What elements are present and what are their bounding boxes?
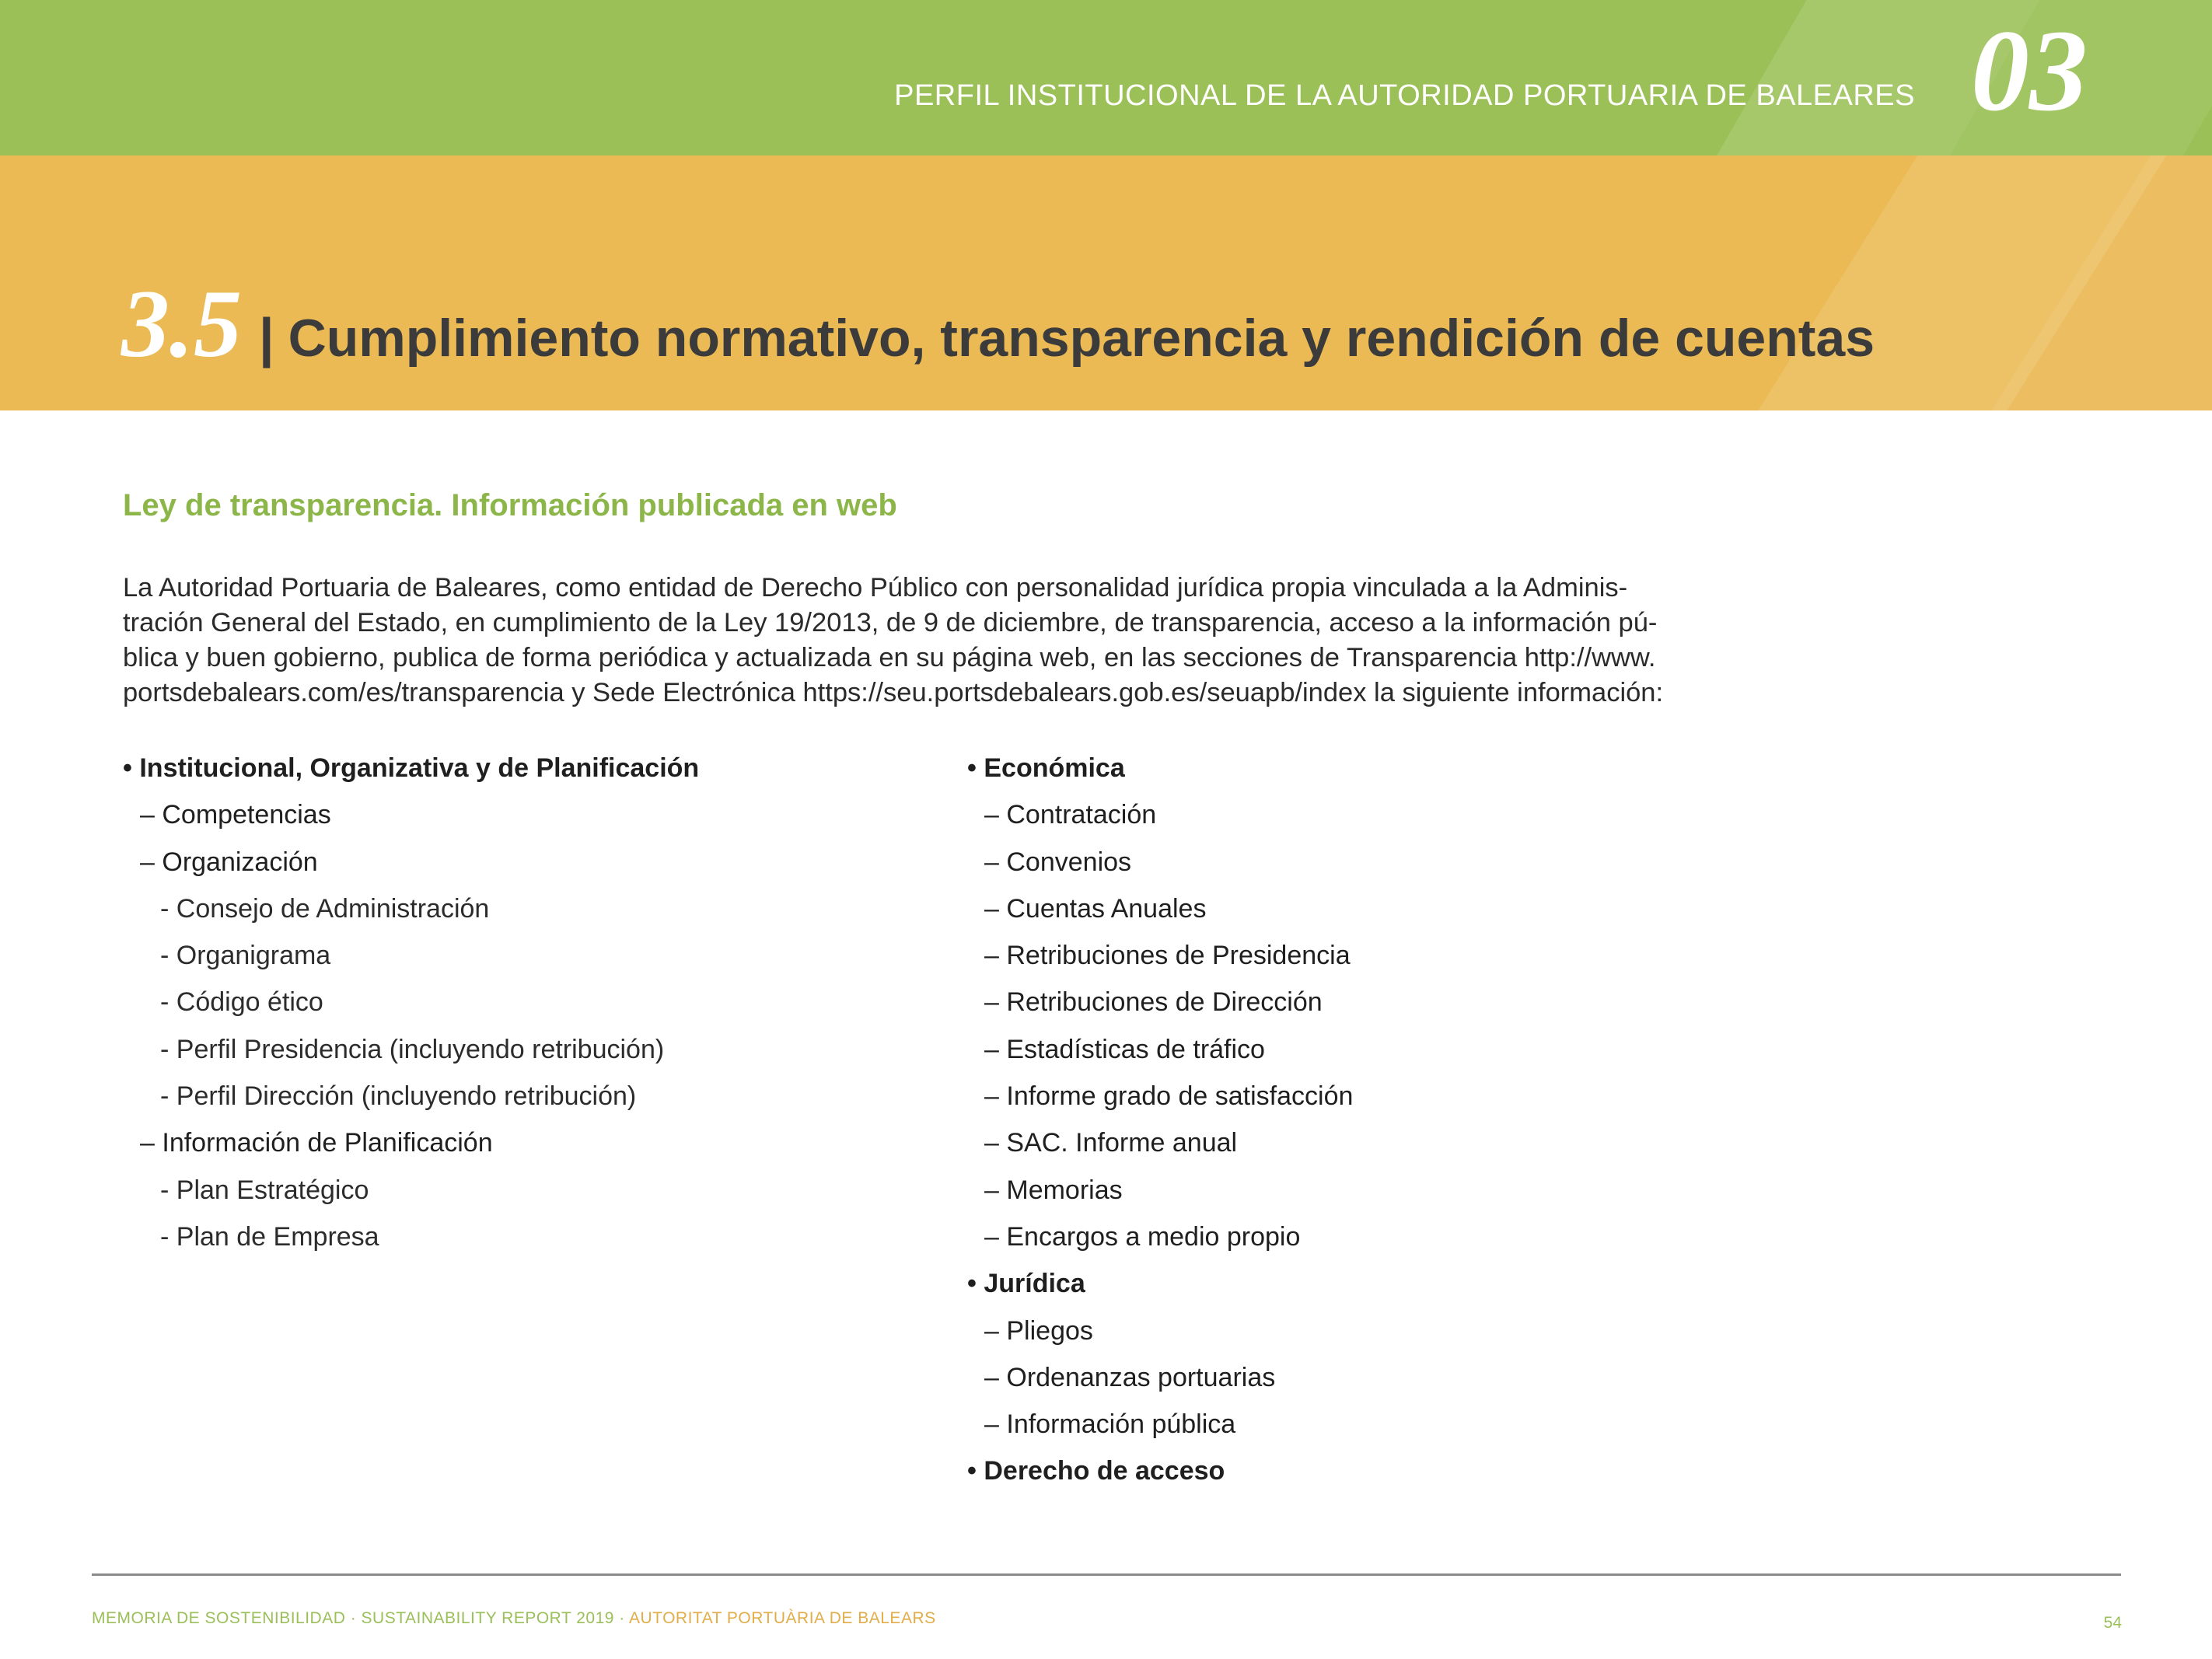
intro-line: blica y buen gobierno, publica de forma periódica y actualizada en su página web, en las secciones de Transparencia http://www. xyxy=(123,643,1656,672)
hyphen-marker: - xyxy=(160,1175,169,1205)
dash-marker: – xyxy=(984,1034,999,1064)
list-item-text: Institucional, Organizativa y de Planificación xyxy=(139,753,700,783)
list-item xyxy=(123,1173,939,1220)
list-item xyxy=(123,1079,939,1126)
section-title xyxy=(121,271,1875,377)
list-item xyxy=(123,1126,939,1172)
dash-marker: – xyxy=(984,1128,999,1158)
footer-text xyxy=(92,1609,936,1628)
list-item xyxy=(967,751,1784,798)
list-item xyxy=(967,845,1784,892)
list-item xyxy=(123,985,939,1032)
subheading: Ley de transparencia. Información publicada en web xyxy=(123,488,897,522)
dash-marker: – xyxy=(984,1315,999,1346)
list-item-text: Perfil Presidencia (incluyendo retribución) xyxy=(176,1034,665,1064)
list-item xyxy=(967,798,1784,844)
hyphen-marker: - xyxy=(160,1034,169,1064)
list-item-text: Código ético xyxy=(176,987,323,1018)
list-item-text: SAC. Informe anual xyxy=(1006,1128,1238,1158)
list-item-text: Pliegos xyxy=(1006,1315,1093,1346)
list-item-text: Memorias xyxy=(1006,1175,1123,1205)
dash-marker: – xyxy=(984,941,999,971)
dash-marker: – xyxy=(984,800,999,830)
hyphen-marker: - xyxy=(160,941,169,971)
dash-marker: – xyxy=(984,1409,999,1440)
list-item-text: Retribuciones de Dirección xyxy=(1006,987,1323,1018)
section-heading: Cumplimiento normativo, transparencia y rendición de cuentas xyxy=(288,309,1875,368)
hyphen-marker: - xyxy=(160,893,169,924)
list-item-text: Cuentas Anuales xyxy=(1006,893,1207,924)
list-item-text: Ordenanzas portuarias xyxy=(1006,1362,1276,1392)
chapter-number: 03 xyxy=(1971,6,2088,135)
list-item-text: Informe grado de satisfacción xyxy=(1006,1081,1354,1112)
dash-marker: – xyxy=(140,1128,155,1158)
list-item-text: Estadísticas de tráfico xyxy=(1006,1034,1265,1064)
dash-marker: – xyxy=(140,847,155,877)
list-item xyxy=(123,1032,939,1079)
list-item-text: Retribuciones de Presidencia xyxy=(1006,941,1351,971)
section-number: 3.5 xyxy=(121,271,242,377)
intro-line: portsdebalears.com/es/transparencia y Sede Electrónica https://seu.portsdebalears.gob.es/seuapb/index la siguiente información: xyxy=(123,678,1664,707)
list-item-text: Plan de Empresa xyxy=(176,1221,379,1252)
list-item-text: Información de Planificación xyxy=(162,1128,493,1158)
chapter-header-band xyxy=(0,0,2212,155)
list-item-text: Competencias xyxy=(162,800,331,830)
list-right-column xyxy=(967,751,1784,1501)
dash-marker: – xyxy=(984,1175,999,1205)
section-title-band xyxy=(0,155,2212,410)
intro-line: tración General del Estado, en cumplimiento de la Ley 19/2013, de 9 de diciembre, de transparencia, acceso a la información pú- xyxy=(123,608,1658,637)
hyphen-marker: - xyxy=(160,987,169,1018)
list-item xyxy=(967,1407,1784,1454)
list-item xyxy=(123,751,939,798)
bullet-marker: • xyxy=(967,1269,977,1299)
bullet-marker: • xyxy=(123,753,132,783)
list-item-text: Perfil Dirección (incluyendo retribución) xyxy=(176,1081,637,1112)
dash-marker: – xyxy=(984,1362,999,1392)
list-item xyxy=(123,845,939,892)
list-item xyxy=(967,1032,1784,1079)
dash-marker: – xyxy=(984,847,999,877)
list-item-text: Organización xyxy=(162,847,318,877)
list-left-column xyxy=(123,751,939,1266)
dash-marker: – xyxy=(984,893,999,924)
list-item xyxy=(967,1079,1784,1126)
list-item xyxy=(123,798,939,844)
list-item xyxy=(967,985,1784,1032)
section-separator: | xyxy=(259,307,274,368)
bullet-marker: • xyxy=(967,1456,977,1486)
footer-organization: AUTORITAT PORTUÀRIA DE BALEARS xyxy=(628,1609,936,1627)
list-item xyxy=(967,938,1784,985)
list-item xyxy=(967,1126,1784,1172)
list-item xyxy=(967,1454,1784,1500)
list-item-text: Económica xyxy=(984,753,1125,783)
dash-marker: – xyxy=(984,1221,999,1252)
list-item xyxy=(967,1173,1784,1220)
list-item xyxy=(123,892,939,938)
list-item xyxy=(967,892,1784,938)
list-item-text: Jurídica xyxy=(984,1269,1085,1299)
hyphen-marker: - xyxy=(160,1081,169,1112)
list-item xyxy=(967,1266,1784,1313)
list-item xyxy=(967,1314,1784,1360)
running-head: PERFIL INSTITUCIONAL DE LA AUTORIDAD PORTUARIA DE BALEARES xyxy=(894,79,1915,112)
dash-marker: – xyxy=(140,800,155,830)
list-item-text: Plan Estratégico xyxy=(176,1175,369,1205)
list-item-text: Derecho de acceso xyxy=(984,1456,1225,1486)
footer-divider xyxy=(92,1573,2121,1576)
list-item-text: Contratación xyxy=(1006,800,1157,830)
list-item xyxy=(123,938,939,985)
list-item-text: Organigrama xyxy=(176,941,331,971)
list-item xyxy=(123,1220,939,1266)
dash-marker: – xyxy=(984,987,999,1018)
list-item xyxy=(967,1220,1784,1266)
bullet-marker: • xyxy=(967,753,977,783)
dash-marker: – xyxy=(984,1081,999,1112)
list-item xyxy=(967,1360,1784,1407)
intro-paragraph xyxy=(123,571,1756,711)
list-item-text: Convenios xyxy=(1006,847,1132,877)
page-number: 54 xyxy=(2103,1614,2122,1632)
footer-report-title: MEMORIA DE SOSTENIBILIDAD · SUSTAINABILITY REPORT 2019 · xyxy=(92,1609,629,1627)
intro-line: La Autoridad Portuaria de Baleares, como entidad de Derecho Público con personalidad jurídica propia vinculada a la Adminis- xyxy=(123,573,1628,602)
list-item-text: Información pública xyxy=(1006,1409,1236,1440)
hyphen-marker: - xyxy=(160,1221,169,1252)
list-item-text: Encargos a medio propio xyxy=(1006,1221,1301,1252)
list-item-text: Consejo de Administración xyxy=(176,893,490,924)
